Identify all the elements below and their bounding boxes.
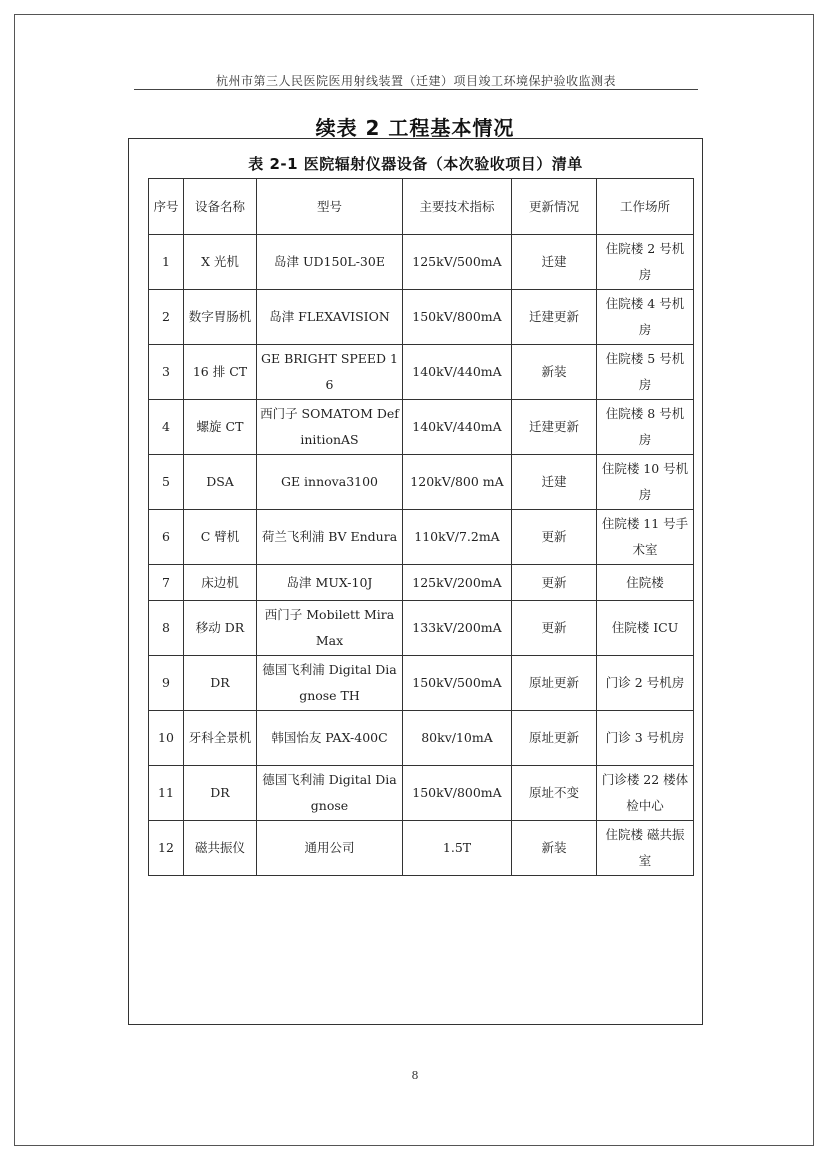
cell-index: 11 [149, 766, 184, 821]
cell-location: 住院楼 [597, 565, 694, 601]
cell-location: 住院楼 8 号机房 [597, 400, 694, 455]
cell-specs: 150kV/500mA [403, 656, 512, 711]
cell-location: 住院楼 磁共振室 [597, 821, 694, 876]
cell-update-status: 迁建更新 [512, 400, 597, 455]
cell-specs: 133kV/200mA [403, 601, 512, 656]
cell-index: 7 [149, 565, 184, 601]
cell-specs: 80kv/10mA [403, 711, 512, 766]
cell-location: 住院楼 2 号机房 [597, 235, 694, 290]
cell-specs: 140kV/440mA [403, 400, 512, 455]
cell-device-name: 移动 DR [184, 601, 257, 656]
table-row [149, 821, 694, 876]
cell-device-name: DR [184, 656, 257, 711]
cell-index: 6 [149, 510, 184, 565]
table-row [149, 235, 694, 290]
cell-device-name: 螺旋 CT [184, 400, 257, 455]
cell-index: 8 [149, 601, 184, 656]
table-row [149, 400, 694, 455]
cell-update-status: 迁建 [512, 235, 597, 290]
column-header-device-name: 设备名称 [184, 179, 257, 235]
cell-specs: 140kV/440mA [403, 345, 512, 400]
table-caption: 表 2-1 医院辐射仪器设备（本次验收项目）清单 [248, 155, 583, 173]
cell-model: 德国飞利浦 Digital Diagnose [257, 766, 403, 821]
table-row [149, 656, 694, 711]
cell-specs: 120kV/800 mA [403, 455, 512, 510]
table-row [149, 345, 694, 400]
cell-specs: 125kV/200mA [403, 565, 512, 601]
table-row [149, 766, 694, 821]
cell-model: 岛津 FLEXAVISION [257, 290, 403, 345]
cell-update-status: 原址不变 [512, 766, 597, 821]
cell-specs: 150kV/800mA [403, 766, 512, 821]
running-header: 杭州市第三人民医院医用射线装置（迁建）项目竣工环境保护验收监测表 [215, 74, 616, 88]
cell-model: 韩国怡友 PAX-400C [257, 711, 403, 766]
cell-update-status: 新装 [512, 345, 597, 400]
cell-device-name: 16 排 CT [184, 345, 257, 400]
cell-update-status: 更新 [512, 601, 597, 656]
table-row [149, 565, 694, 601]
cell-index: 4 [149, 400, 184, 455]
cell-model: 通用公司 [257, 821, 403, 876]
cell-location: 住院楼 5 号机房 [597, 345, 694, 400]
cell-index: 12 [149, 821, 184, 876]
cell-device-name: C 臂机 [184, 510, 257, 565]
cell-model: GE BRIGHT SPEED 16 [257, 345, 403, 400]
cell-specs: 110kV/7.2mA [403, 510, 512, 565]
cell-device-name: 数字胃肠机 [184, 290, 257, 345]
cell-model: 西门子 Mobilett Mira Max [257, 601, 403, 656]
column-header-location: 工作场所 [597, 179, 694, 235]
cell-update-status: 原址更新 [512, 656, 597, 711]
table-row [149, 601, 694, 656]
column-header-model: 型号 [257, 179, 403, 235]
cell-device-name: 床边机 [184, 565, 257, 601]
column-header-index: 序号 [149, 179, 184, 235]
cell-index: 10 [149, 711, 184, 766]
cell-index: 2 [149, 290, 184, 345]
cell-device-name: X 光机 [184, 235, 257, 290]
cell-location: 住院楼 11 号手术室 [597, 510, 694, 565]
cell-model: GE innova3100 [257, 455, 403, 510]
cell-model: 西门子 SOMATOM DefinitionAS [257, 400, 403, 455]
cell-location: 门诊楼 22 楼体检中心 [597, 766, 694, 821]
cell-location: 门诊 2 号机房 [597, 656, 694, 711]
cell-specs: 1.5T [403, 821, 512, 876]
table-row [149, 455, 694, 510]
cell-specs: 150kV/800mA [403, 290, 512, 345]
column-header-specs: 主要技术指标 [403, 179, 512, 235]
section-title: 续表 2 工程基本情况 [315, 116, 515, 140]
cell-update-status: 新装 [512, 821, 597, 876]
cell-device-name: 磁共振仪 [184, 821, 257, 876]
cell-update-status: 迁建 [512, 455, 597, 510]
cell-index: 9 [149, 656, 184, 711]
cell-device-name: 牙科全景机 [184, 711, 257, 766]
column-header-update-status: 更新情况 [512, 179, 597, 235]
table-row [149, 510, 694, 565]
cell-location: 门诊 3 号机房 [597, 711, 694, 766]
cell-model: 德国飞利浦 Digital Diagnose TH [257, 656, 403, 711]
cell-index: 1 [149, 235, 184, 290]
cell-update-status: 迁建更新 [512, 290, 597, 345]
cell-update-status: 原址更新 [512, 711, 597, 766]
cell-update-status: 更新 [512, 510, 597, 565]
table-header-row [149, 179, 694, 235]
cell-device-name: DSA [184, 455, 257, 510]
cell-location: 住院楼 4 号机房 [597, 290, 694, 345]
cell-specs: 125kV/500mA [403, 235, 512, 290]
equipment-table [148, 178, 694, 876]
table-row [149, 711, 694, 766]
page-number: 8 [411, 1069, 419, 1082]
cell-model: 岛津 MUX-10J [257, 565, 403, 601]
cell-model: 岛津 UD150L-30E [257, 235, 403, 290]
cell-index: 5 [149, 455, 184, 510]
table-row [149, 290, 694, 345]
cell-location: 住院楼 ICU [597, 601, 694, 656]
cell-update-status: 更新 [512, 565, 597, 601]
header-rule [134, 89, 698, 90]
cell-model: 荷兰飞利浦 BV Endura [257, 510, 403, 565]
cell-location: 住院楼 10 号机房 [597, 455, 694, 510]
cell-index: 3 [149, 345, 184, 400]
cell-device-name: DR [184, 766, 257, 821]
